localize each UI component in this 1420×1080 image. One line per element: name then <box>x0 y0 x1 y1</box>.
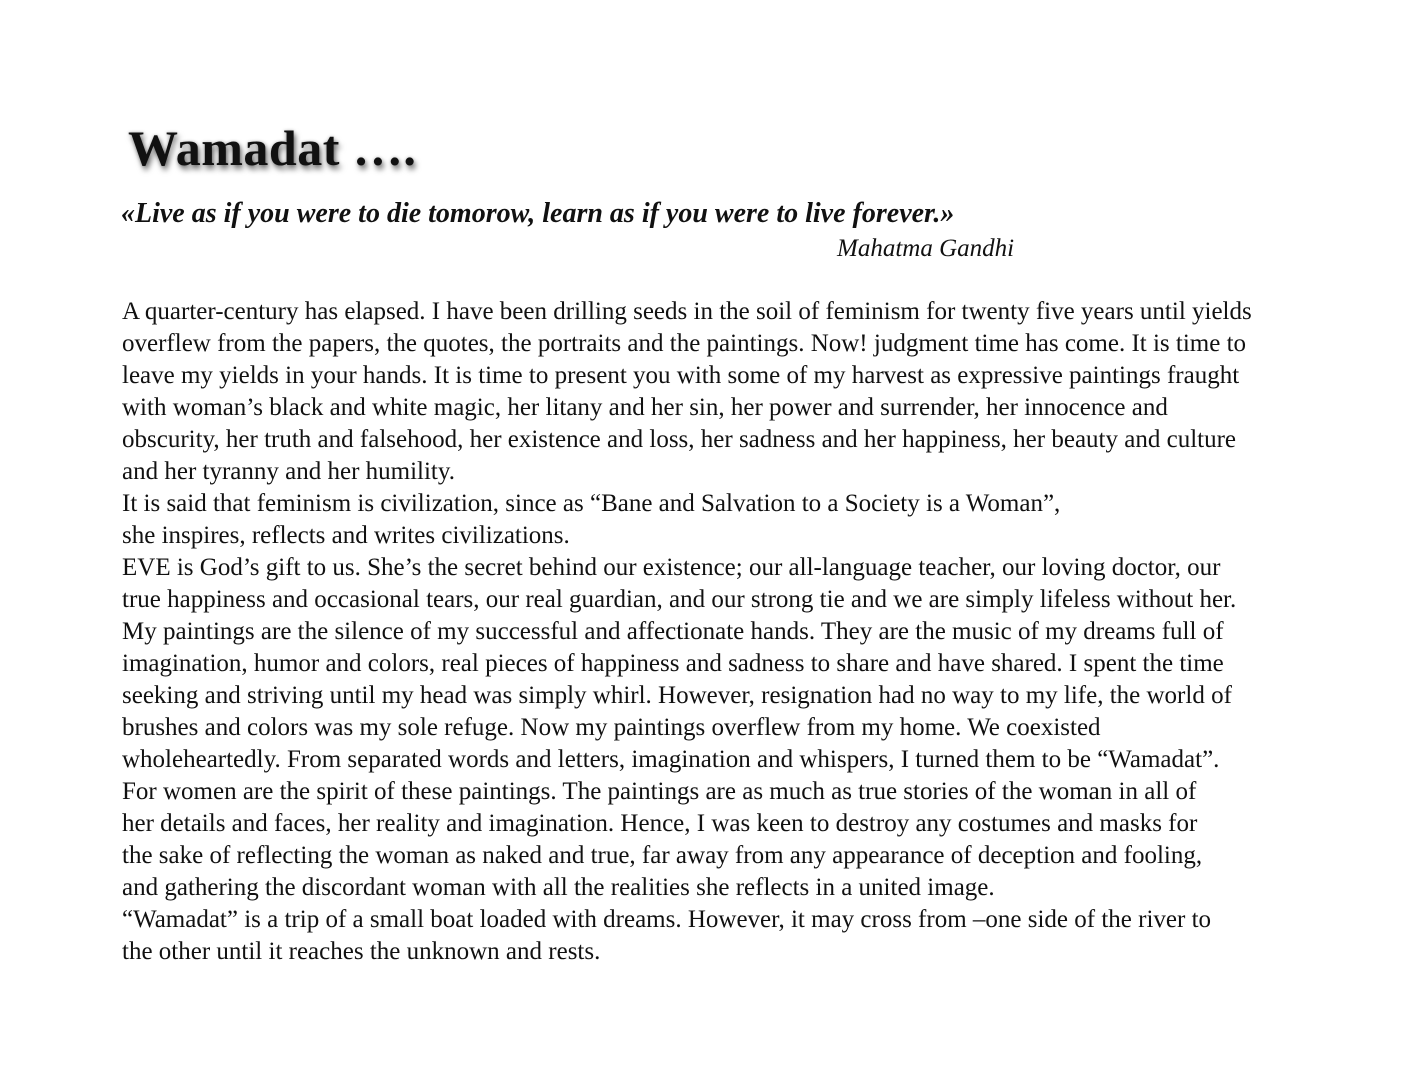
body-line: “Wamadat” is a trip of a small boat loaded with dreams. However, it may cross from –one side of the river to <box>122 906 1212 933</box>
body-line: imagination, humor and colors, real pieces of happiness and sadness to share and have shared. I spent the time <box>122 650 1224 677</box>
body-line: true happiness and occasional tears, our real guardian, and our strong tie and we are simply lifeless without her. <box>122 586 1237 613</box>
body-line: with woman’s black and white magic, her litany and her sin, her power and surrender, her innocence and <box>122 394 1168 421</box>
body-line: It is said that feminism is civilization, since as “Bane and Salvation to a Society is a Woman”, <box>122 490 1061 517</box>
body-line: her details and faces, her reality and imagination. Hence, I was keen to destroy any costumes and masks for <box>122 810 1198 837</box>
body-line: My paintings are the silence of my successful and affectionate hands. They are the music of my dreams full of <box>122 618 1224 645</box>
epigraph-quote: «Live as if you were to die tomorow, learn as if you were to live forever.» <box>121 198 955 229</box>
body-line: she inspires, reflects and writes civilizations. <box>122 522 570 549</box>
body-line: and her tyranny and her humility. <box>122 458 456 485</box>
body-line: wholeheartedly. From separated words and letters, imagination and whispers, I turned them to be “Wamadat”. <box>122 746 1220 773</box>
body-line: and gathering the discordant woman with all the realities she reflects in a united image. <box>122 874 995 901</box>
body-line: A quarter-century has elapsed. I have been drilling seeds in the soil of feminism for twenty five years until yields <box>122 298 1252 325</box>
body-line: the other until it reaches the unknown and rests. <box>122 938 601 965</box>
epigraph-author: Mahatma Gandhi <box>837 235 1015 262</box>
page-title: Wamadat …. <box>128 120 417 176</box>
body-line: For women are the spirit of these paintings. The paintings are as much as true stories of the woman in all of <box>122 778 1197 805</box>
body-line: the sake of reflecting the woman as naked and true, far away from any appearance of deception and fooling, <box>122 842 1203 869</box>
body-line: brushes and colors was my sole refuge. Now my paintings overflew from my home. We coexisted <box>122 714 1101 741</box>
body-line: seeking and striving until my head was simply whirl. However, resignation had no way to my life, the world of <box>122 682 1232 709</box>
body-line: overflew from the papers, the quotes, the portraits and the paintings. Now! judgment time has come. It is time to <box>122 330 1247 357</box>
body-line: EVE is God’s gift to us. She’s the secret behind our existence; our all-language teacher, our loving doctor, our <box>122 554 1221 581</box>
body-line: obscurity, her truth and falsehood, her existence and loss, her sadness and her happiness, her beauty and culture <box>122 426 1237 453</box>
body-text <box>122 296 1332 968</box>
body-line: leave my yields in your hands. It is time to present you with some of my harvest as expressive paintings fraught <box>122 362 1240 389</box>
